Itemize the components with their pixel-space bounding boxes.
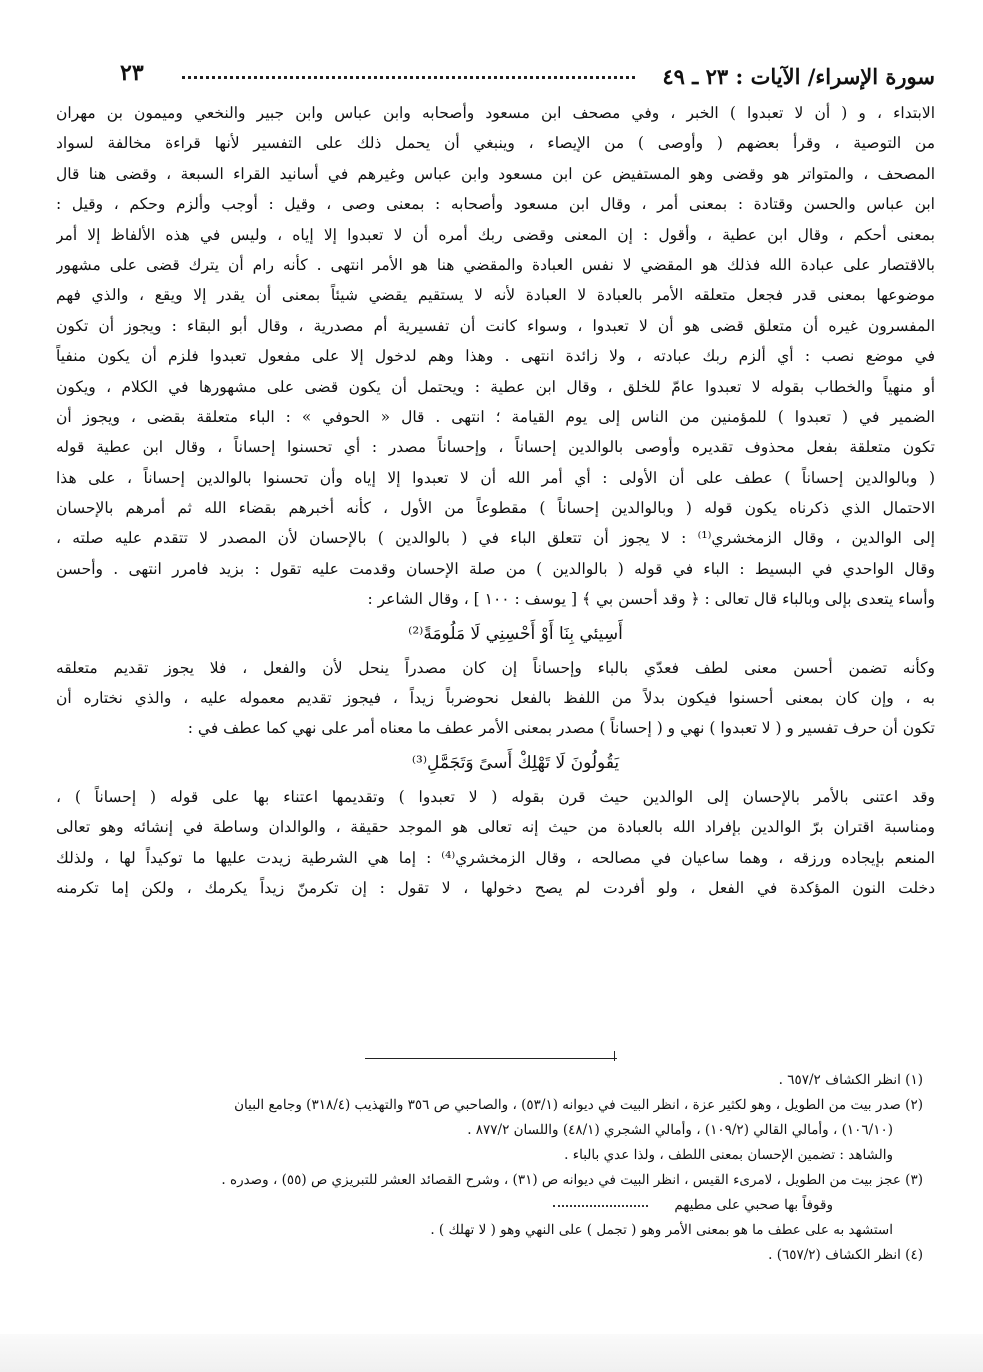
header-title: سورة الإسراء/ الآيات : ٢٣ ـ ٤٩: [662, 64, 935, 89]
text-line: الابتداء ، و ( أن لا تعبدوا ) الخبر ، وفي مصحف ابن مسعود وأصحابه وابن عباس وابن جبير والنخعي وميمون بن مهران: [56, 104, 935, 122]
text-line: إلى الوالدين ، وقال الزمخشري⁽¹⁾ : لا يجوز أن تتعلق الباء في ( بالوالدين ) بالإحسان لأن المصدر لا تتقدم عليه صلته ،: [56, 529, 935, 548]
text-line: المفسرون غيره أن متعلق قضى هو أن لا تعبدوا ، وسواء كانت أن تفسيرية أم مصدرية ، وقال أبو البقاء : ويجوز أن تكون: [56, 316, 935, 335]
text-line: تكون أن حرف تفسير و ( لا تعبدوا ) نهي و ( إحساناً ) مصدر بمعنى الأمر عطف ما معناه أمر على نهي كما عطف في :: [187, 719, 935, 738]
text-line: به ، وإن كان بمعنى أحسنوا فيكون بدلاً من اللفظ بالفعل نحوضرباً زيداً ، فيجوز تقديم معموله عليه ، والذي نختاره أن: [56, 689, 935, 708]
footnote-3-note: استشهد به على عطف ما هو بمعنى الأمر وهو ( تجمل ) على النهي وهو ( لا تهلك ) .: [430, 1222, 893, 1238]
text-line: من التوصية ، وقرأ بعضهم ( وأوصى ) من الإيصاء ، وينبغي أن يحمل ذلك على التفسير لأنها قراءة مخالفة لسواد: [56, 134, 935, 153]
poetry-verse: أَسِيئي بِنَا أَوْ أَحْسِنِي لَا مَلُومَةً⁽²⁾: [408, 623, 623, 644]
footnote-3: (٣) عجز بيت من الطويل ، لامرىء القيس ، انظر البيت في ديوانه ص (٣١) ، وشرح القصائد العشر للتبريزي ص (٥٥) ، وصدره .: [221, 1172, 923, 1188]
main-text: [56, 98, 935, 903]
text-line: في موضع نصب : أي ألزم ربك عبادته ، ولا زائدة انتهى . وهذا وهم لدخول إلا على مفعول تعبدوا فلزم أن يكون منفياً: [56, 347, 935, 366]
text-line: ومناسبة اقتران برّ الوالدين بإفراد الله بالعبادة من حيث إنه تعالى هو الموجد حقيقة ، والوالدان وساطة في إنشائه وهو تعالى: [56, 818, 935, 837]
text-line: المنعم بإيجاده ورزقه ، وهما ساعيان في مصالحه ، وقال الزمخشري⁽⁴⁾ : إما هي الشرطية زيدت عليها ما توكيداً لها ، ولذلك: [56, 848, 935, 867]
text-line: ( وبالوالدين إحساناً ) عطف على أن الأولى : أي أمر الله أن لا تعبدوا إلا إياه وأن تحسنوا بالوالدين إحساناً ، على هذا: [56, 468, 935, 487]
text-line: المصحف ، والمتواتر هو وقضى وهو المستفيض عن ابن مسعود وابن عباس وغيرهم في أسانيد القراء السبعة ، وقضى هنا قال: [56, 164, 935, 183]
footnote-2: (٢) صدر بيت من الطويل ، وهو لكثير عزة ، انظر البيت في ديوانه (٥٣/١) ، والصاحبي ص ٣٥٦ والتهذيب (٣١٨/٤) وجامع البيان: [234, 1097, 923, 1113]
text-line: وقد اعتنى بالأمر بالإحسان إلى الوالدين حيث قرن بقوله ( لا تعبدوا ) وتقديمها اعتناء بها على قوله ( إحساناً ) ،: [56, 787, 935, 806]
page-number: ٢٣: [120, 60, 144, 86]
header-dotted-leader: [182, 76, 635, 79]
footnote-3-poem: [70, 1193, 923, 1218]
running-header: [120, 60, 935, 96]
footnote-4: (٤) انظر الكشاف (٦٥٧/٢) .: [768, 1247, 923, 1263]
footnote-1: (١) انظر الكشاف ٦٥٧/٢ .: [778, 1072, 923, 1088]
footnote-separator: [365, 1058, 617, 1059]
scan-margin: [0, 1334, 983, 1372]
footnote-separator-tick: [614, 1051, 615, 1061]
text-line: الاحتمال الذي ذكرناه يكون قوله ( وبالوالدين إحساناً ) مقطوعاً من الأول ، كأنه أخبرهم بقضاء الله ثم أمرهم بالإحسان: [56, 499, 935, 518]
text-line: بمعنى أحكم ، وقال ابن عطية ، وأقول : إن المعنى وقضى ربك أمره أن لا تعبدوا إلا إياه ، وليس في هذه الألفاظ إلا أمر: [56, 225, 935, 244]
text-line: بالاقتصار على عبادة الله فذلك هو المقضي لا نفس العبادة والمقضي هنا هو الأمر انتهى . كأنه رام أن يترك قضى على مشهور: [56, 255, 935, 274]
text-line: موضوعها بمعنى قدر فجعل متعلقه الأمر بالعبادة لا العبادة لأنه لا يستقيم يقضي شيئاً بمعنى أن يقدر إلا ويقع ، والذي فهم: [56, 286, 935, 305]
text-line: وكأنه تضمن أحسن معنى لطف فعدّي بالباء وإحساناً إن كان مصدراً ينحل لأن والفعل ، فلا يجوز تقديم متعلقه: [56, 658, 935, 677]
text-line: دخلت النون المؤكدة في الفعل ، ولو أفردت لم يصح دخولها ، لا تقول : إن تكرمنّ زيداً يكرمك ، ولكن إما تكرمنه: [56, 878, 935, 897]
footnote-2-continued: (١٠٦/١٠) ، وأمالي القالي (١٠٩/٢) ، وأمالي الشجري (٤٨/١) واللسان ٨٧٧/٢ .: [467, 1122, 893, 1138]
poetry-verse: يَقُولُونَ لَا تَهْلِكْ أَسىً وَتَجَمَّلِ⁽³⁾: [411, 752, 620, 773]
text-line: الضمير في ( تعبدوا ) للمؤمنين من الناس إلى يوم القيامة ؛ انتهى . قال « الحوفي » : الباء متعلقة بقضى ، ويجوز أن: [56, 407, 935, 426]
text-line: أو منهياً والخطاب بقوله لا تعبدوا عامّ للخلق ، وقال ابن عطية : ويحتمل أن يكون قضى على مشهورها في الكلام ، ويكون: [56, 377, 935, 396]
text-line: وأساء يتعدى بإلى وبالباء قال تعالى : ﴿ وقد أحسن بي ﴾ [ يوسف : ١٠٠ ] ، وقال الشاعر :: [367, 590, 935, 609]
text-line: تكون متعلقة بفعل محذوف تقديره وأوصى بالوالدين إحساناً ، وإحساناً مصدر : أي تحسنوا إحساناً ، وقال ابن عطية قوله: [56, 438, 935, 457]
poem-dotted-leader: [553, 1205, 648, 1207]
footnotes: [70, 1068, 923, 1268]
footnote-2-note: والشاهد : تضمين الإحسان بمعنى اللطف ، ولذا عدي بالباء .: [564, 1147, 893, 1163]
text-line: وقال الواحدي في البسيط : الباء في قوله ( بالوالدين ) من صلة الإحسان وقدمت عليه تقول : بزيد فامرر انتهى . وأحسن: [56, 559, 935, 578]
text-line: ابن عباس والحسن وقتادة : بمعنى أمر ، وقال ابن مسعود وأصحابه : بمعنى وصى ، وقيل : أوجب وألزم وحكم ، وقيل :: [56, 195, 935, 214]
poem-hemistich: وقوفاً بها صحبي على مطيهم: [674, 1197, 833, 1213]
